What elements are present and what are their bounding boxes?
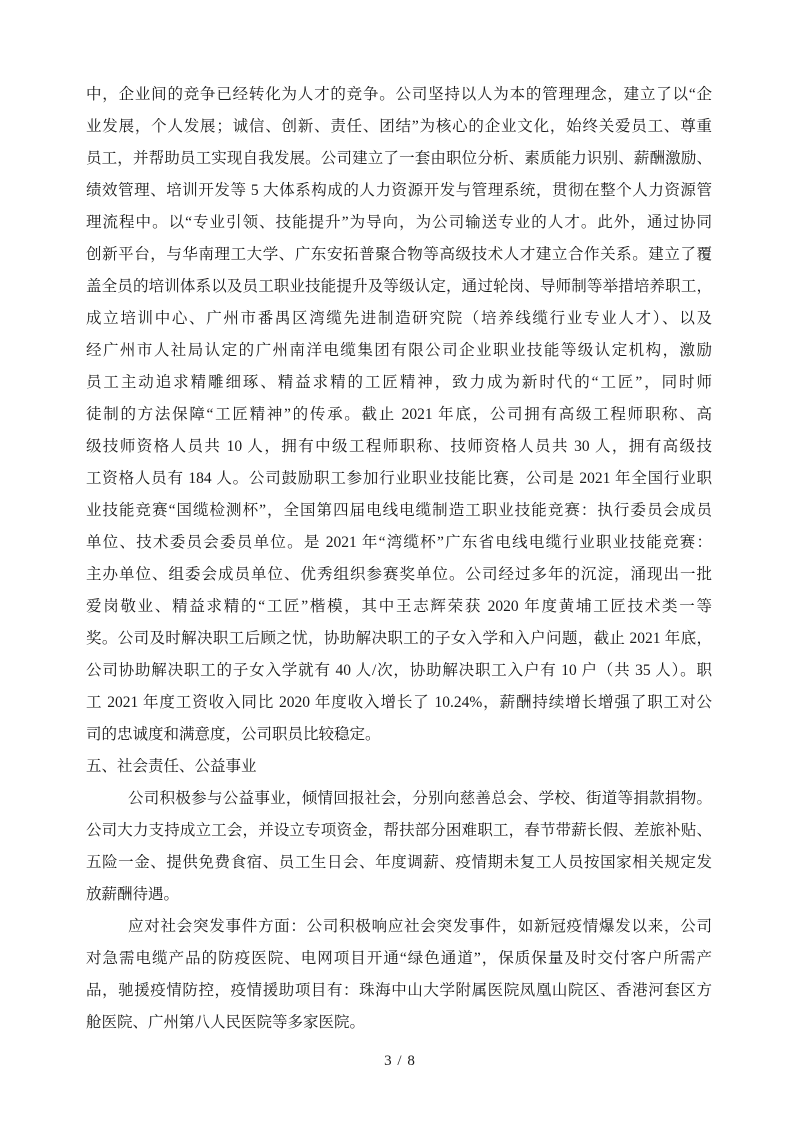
- text-line: 五险一金、提供免费食宿、员工生日会、年度调薪、疫情期未复工人员按国家相关规定发: [86, 854, 712, 871]
- document-content: [86, 79, 712, 1039]
- text-line: 盖全员的培训体系以及员工职业技能提升及等级认定，通过轮岗、导师制等举措培养职工，: [86, 278, 712, 295]
- text-line: 放薪酬待遇。: [86, 886, 180, 903]
- text-line: 品，驰援疫情防控，疫情援助项目有：珠海中山大学附属医院凤凰山院区、香港河套区方: [86, 982, 712, 999]
- text-line: 司的忠诚度和满意度，公司职员比较稳定。: [86, 726, 381, 743]
- text-line: 工资格人员有 184 人。公司鼓励职工参加行业职业技能比赛，公司是 2021 年全国行业职: [86, 470, 712, 487]
- text-paragraph: [86, 783, 712, 911]
- text-line: 主办单位、组委会成员单位、优秀组织参赛奖单位。公司经过多年的沉淀，涌现出一批: [86, 566, 712, 583]
- text-line: 徒制的方法保障“工匠精神”的传承。截止 2021 年底，公司拥有高级工程师职称、高: [86, 406, 712, 423]
- section-heading: [86, 751, 712, 783]
- text-line: 绩效管理、培训开发等 5 大体系构成的人力资源开发与管理系统，贯彻在整个人力资源管: [86, 182, 712, 199]
- text-line: 公司大力支持成立工会，并设立专项资金，帮扶部分困难职工，春节带薪长假、差旅补贴、: [86, 822, 712, 839]
- text-line: 爱岗敬业、精益求精的“工匠”楷模，其中王志辉荣获 2020 年度黄埔工匠技术类一等: [86, 598, 712, 615]
- text-line: 业技能竞赛“国缆检测杯”，全国第四届电线电缆制造工职业技能竞赛：执行委员会成员: [86, 502, 712, 519]
- text-line: 单位、技术委员会委员单位。是 2021 年“湾缆杯”广东省电线电缆行业职业技能竞赛：: [86, 534, 712, 551]
- text-line: 舱医院、广州第八人民医院等多家医院。: [86, 1014, 366, 1031]
- text-line: 级技师资格人员共 10 人，拥有中级工程师职称、技师资格人员共 30 人，拥有高级技: [86, 438, 712, 455]
- text-line: 理流程中。以“专业引领、技能提升”为导向，为公司输送专业的人才。此外，通过协同: [86, 214, 712, 231]
- text-line: 中，企业间的竞争已经转化为人才的竞争。公司坚持以人为本的管理理念，建立了以“企: [86, 86, 712, 103]
- text-line: 应对社会突发事件方面：公司积极响应社会突发事件，如新冠疫情爆发以来，公司: [128, 918, 712, 935]
- section-heading-text: 五、社会责任、公益事业: [86, 758, 257, 775]
- text-line: 成立培训中心、广州市番禺区湾缆先进制造研究院（培养线缆行业专业人才）、以及: [86, 310, 712, 327]
- text-line: 公司积极参与公益事业，倾情回报社会，分别向慈善总会、学校、街道等捐款捐物。: [128, 790, 712, 807]
- text-line: 工 2021 年度工资收入同比 2020 年度收入增长了 10.24%，薪酬持续增长增强了职工对公: [86, 694, 712, 711]
- text-paragraph: [86, 79, 712, 751]
- text-line: 公司协助解决职工的子女入学就有 40 人/次，协助解决职工入户有 10 户（共 35 人）。职: [86, 662, 712, 679]
- text-line: 奖。公司及时解决职工后顾之忧，协助解决职工的子女入学和入户问题，截止 2021 年底，: [86, 630, 712, 647]
- text-line: 经广州市人社局认定的广州南洋电缆集团有限公司企业职业技能等级认定机构，激励: [86, 342, 712, 359]
- text-line: 业发展，个人发展；诚信、创新、责任、团结”为核心的企业文化，始终关爱员工、尊重: [86, 118, 712, 135]
- text-line: 员工主动追求精雕细琢、精益求精的工匠精神，致力成为新时代的“工匠”，同时师: [86, 374, 712, 391]
- page-number: 3 / 8: [384, 1053, 416, 1069]
- text-line: 对急需电缆产品的防疫医院、电网项目开通“绿色通道”，保质保量及时交付客户所需产: [86, 950, 712, 967]
- text-line: 员工，并帮助员工实现自我发展。公司建立了一套由职位分析、素质能力识别、薪酬激励、: [86, 150, 712, 167]
- text-paragraph: [86, 911, 712, 1039]
- text-line: 创新平台，与华南理工大学、广东安拓普聚合物等高级技术人才建立合作关系。建立了覆: [86, 246, 712, 263]
